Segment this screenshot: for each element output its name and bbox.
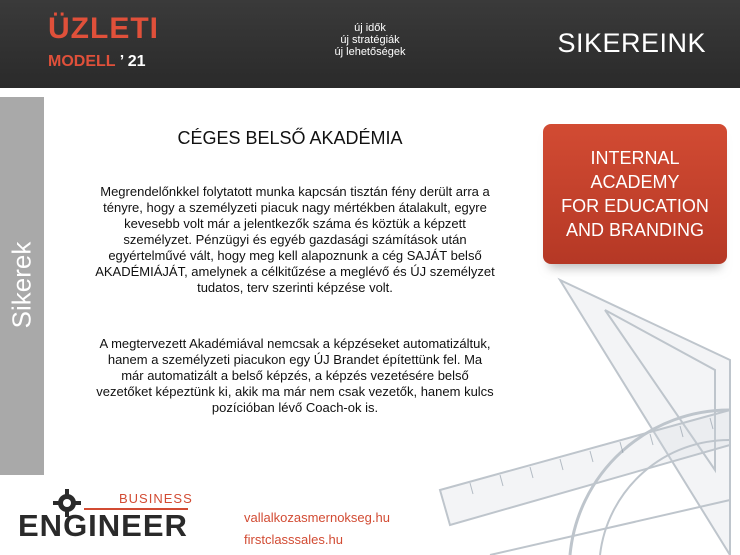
page-heading: CÉGES BELSŐ AKADÉMIA bbox=[177, 128, 403, 148]
tagline-line: új stratégiák bbox=[340, 34, 400, 46]
card-line: AND BRANDING bbox=[565, 220, 704, 240]
highlight-card bbox=[543, 124, 727, 264]
logo-engineer-text: ENGINEER bbox=[18, 508, 188, 543]
footer-link-vallalkozasmernokseg[interactable]: vallalkozasmernokseg.hu bbox=[244, 510, 390, 525]
tagline bbox=[310, 22, 430, 58]
card-line: FOR EDUCATION bbox=[561, 196, 709, 216]
brand-year: ’ 21 bbox=[119, 53, 146, 70]
footer-link-firstclasssales[interactable]: firstclasssales.hu bbox=[244, 532, 343, 547]
card-text bbox=[543, 146, 727, 242]
section-title: SIKEREINK bbox=[557, 28, 706, 58]
tagline-line: új idők bbox=[354, 22, 386, 34]
drafting-tools-illustration bbox=[430, 270, 740, 555]
tagline-line: új lehetőségek bbox=[334, 46, 406, 58]
card-line: INTERNAL bbox=[590, 148, 680, 168]
brand-subtitle bbox=[48, 53, 146, 71]
card-line: ACADEMY bbox=[590, 172, 680, 192]
brand-model: MODELL bbox=[48, 53, 116, 70]
body-paragraph-2: A megtervezett Akadémiával nemcsak a képzéseket automatizáltuk, hanem a személyzeti piacukon egy ÚJ Brandet építettünk fel. Ma már automatizált a belső képzés, a képzés vezetésére belső vezetőket képeztünk ki, akik ma már nem csak vezetők, hanem kulcs pozícióban lévő Coach-ok is. bbox=[96, 336, 494, 415]
sidebar-label: Sikerek bbox=[6, 241, 37, 329]
logo-business-text: BUSINESS bbox=[119, 491, 193, 506]
header-bar bbox=[0, 0, 740, 88]
brand-title: ÜZLETI bbox=[48, 12, 159, 45]
business-engineer-logo bbox=[14, 488, 194, 548]
body-paragraph-1: Megrendelőnkkel folytatott munka kapcsán tisztán fény derült arra a tényre, hogy a személyzeti piacuk nagy mértékben átalakult, egyre kevesebb volt már a jelentkezők száma és köztük a képzett személyzet. Pénzügyi és egyéb gazdasági számítások után egyértelművé vált, hogy meg kell alapoznunk a cég SAJÁT belső AKADÉMIÁJÁT, amelynek a célkitűzése a meglévő és ÚJ személyzet tudatos, terv szerinti képzése volt. bbox=[95, 184, 495, 295]
